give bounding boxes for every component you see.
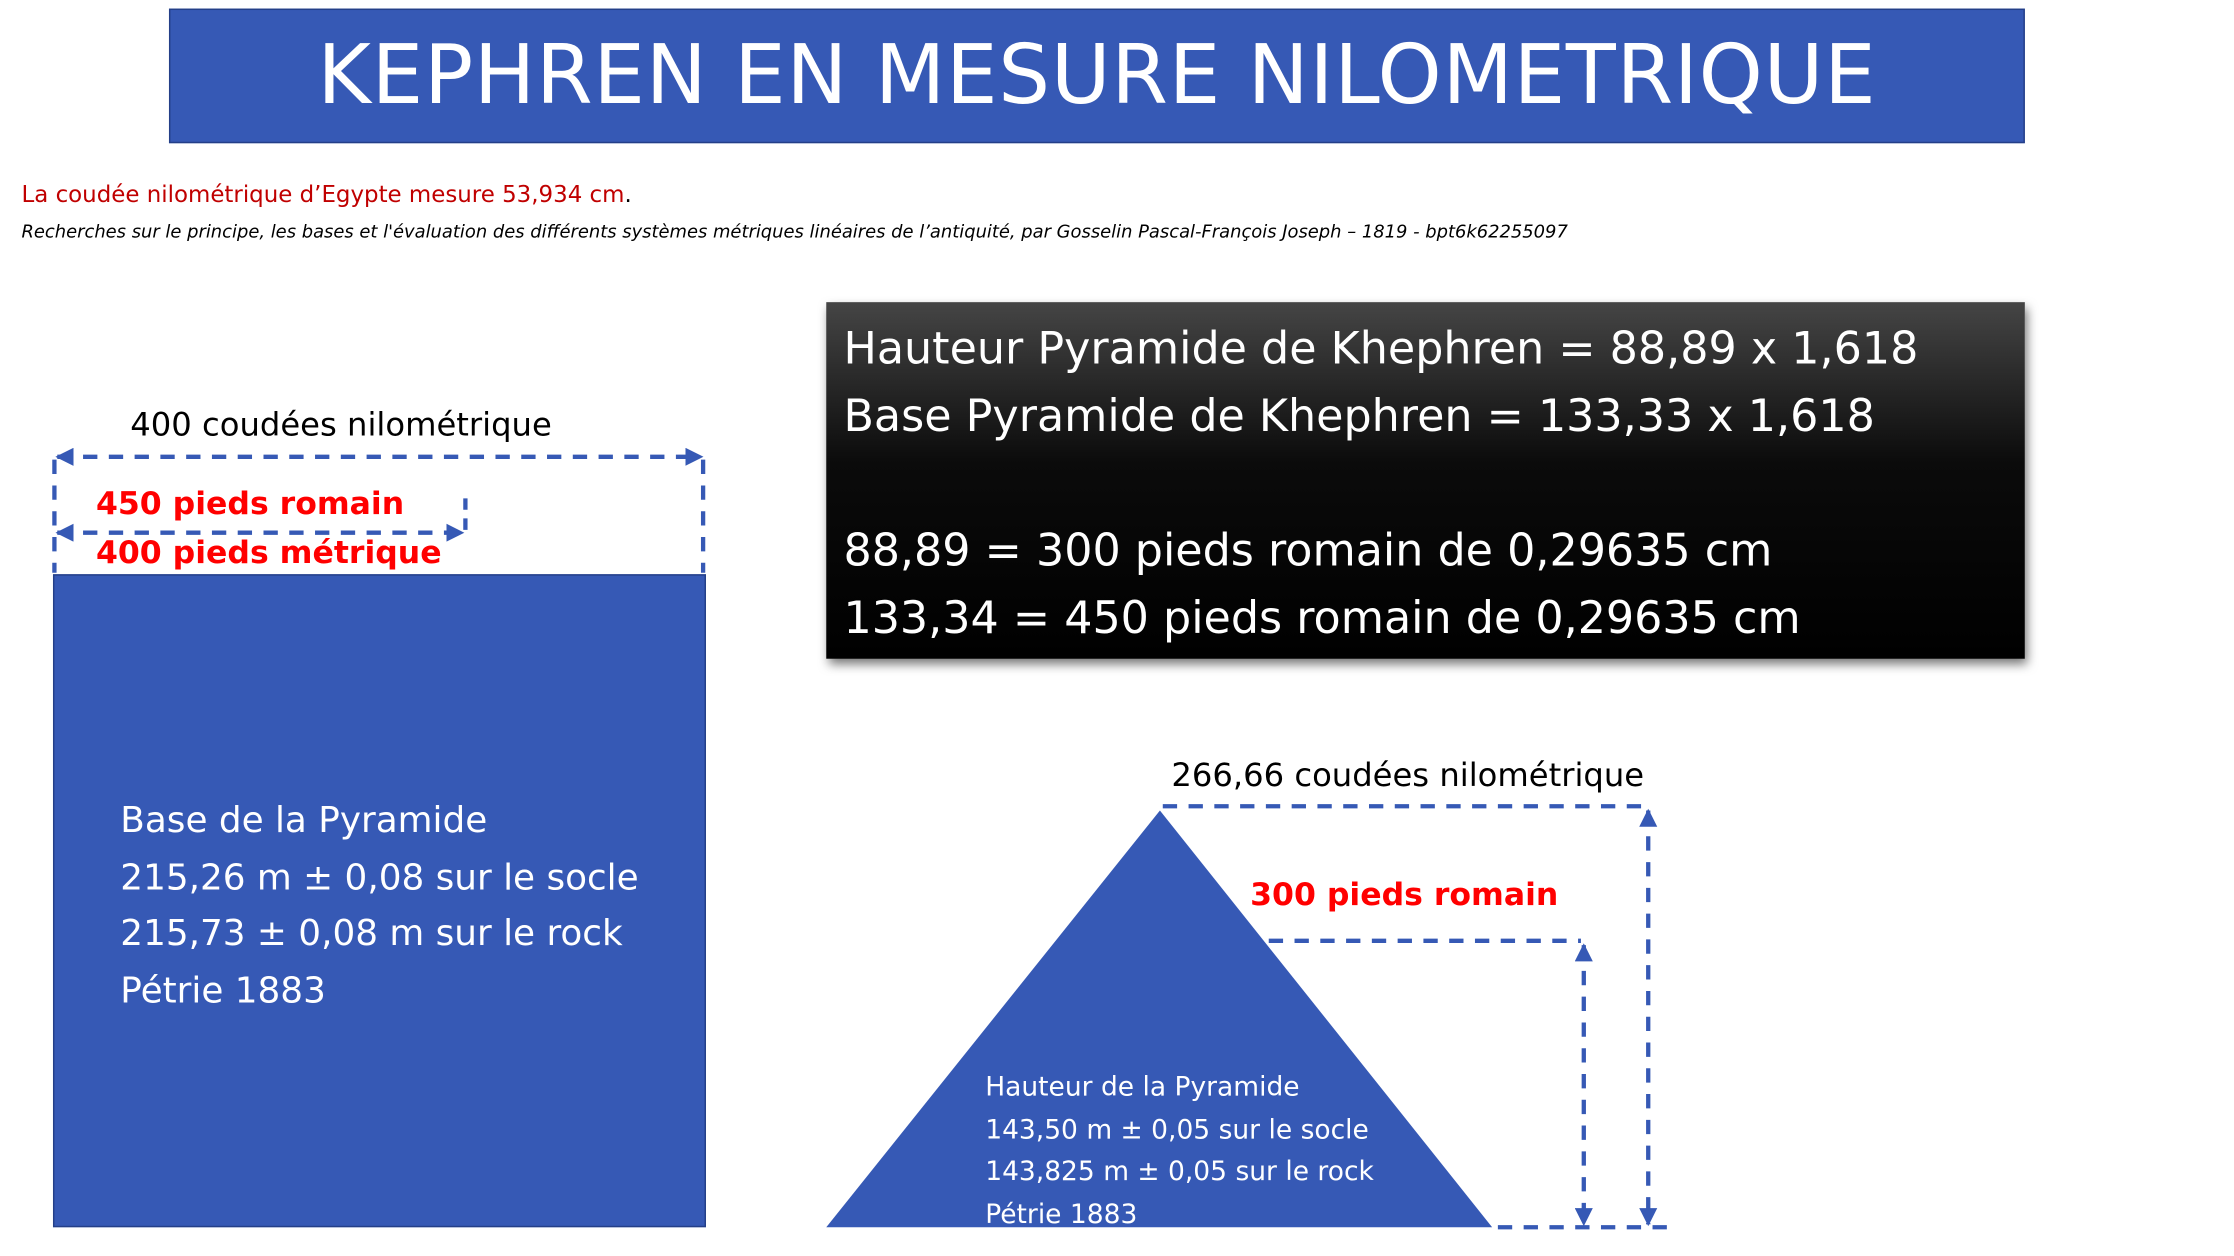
label-450-pieds-romain: 450 pieds romain	[95, 486, 405, 523]
label-266-coudees: 266,66 coudées nilométrique	[1171, 757, 1645, 795]
height-description	[985, 1067, 1374, 1236]
formula-height-line: Hauteur Pyramide de Khephren = 88,89 x 1,618	[843, 323, 1919, 376]
formula-300-pieds-line: 88,89 = 300 pieds romain de 0,29635 cm	[843, 525, 1773, 578]
height-socle-measure: 143,50 m ± 0,05 sur le socle	[985, 1114, 1369, 1145]
height-rock-measure: 143,825 m ± 0,05 sur le rock	[985, 1157, 1374, 1188]
page-title: KEPHREN EN MESURE NILOMETRIQUE	[317, 28, 1877, 124]
label-400-pieds-metrique: 400 pieds métrique	[95, 535, 442, 572]
height-title: Hauteur de la Pyramide	[985, 1072, 1300, 1103]
formula-450-pieds-line: 133,34 = 450 pieds romain de 0,29635 cm	[843, 592, 1801, 645]
base-source: Pétrie 1883	[120, 968, 326, 1011]
label-400-coudees: 400 coudées nilométrique	[130, 406, 552, 444]
height-source: Pétrie 1883	[985, 1199, 1138, 1230]
base-description	[120, 792, 638, 1018]
label-300-pieds-romain: 300 pieds romain	[1250, 877, 1559, 914]
intro-text: La coudée nilométrique d’Egypte mesure 53,934 cm	[21, 180, 625, 208]
base-socle-measure: 215,26 m ± 0,08 sur le socle	[120, 855, 639, 898]
formula-base-line: Base Pyramide de Khephren = 133,33 x 1,618	[843, 390, 1875, 443]
reference-citation: Recherches sur le principe, les bases et l'évaluation des différents systèmes métriques linéaires de l’antiquité, par Gosselin Pascal-François Joseph – 1819 - bpt6k62255097	[21, 220, 1568, 243]
base-rock-measure: 215,73 ± 0,08 m sur le rock	[120, 912, 623, 954]
base-title: Base de la Pyramide	[120, 799, 488, 841]
intro-period: .	[624, 180, 632, 208]
